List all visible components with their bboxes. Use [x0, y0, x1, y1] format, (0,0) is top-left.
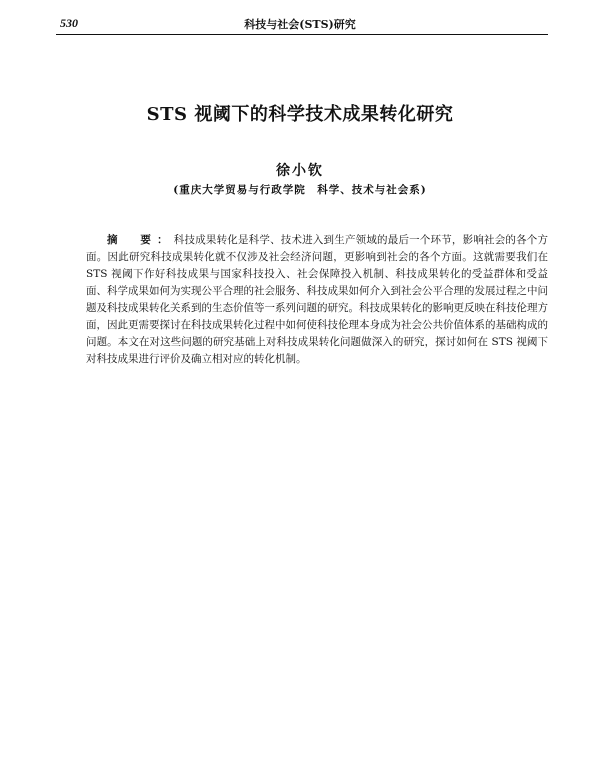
header-rule — [56, 34, 548, 35]
abstract-text: 科技成果转化是科学、技术进入到生产领域的最后一个环节，影响社会的各个方面。因此研究科技成果转化就不仅涉及社会经济问题，更影响到社会的各个方面。这就需要我们在 STS 视阈下作好科技成果与国家科技投入、社会保障投入机制、科技成果转化的受益群体和受益面、科学成果如何为实现公平合理的社会服务、科技成果如何介入到社会公平合理的发展过程之中问题及科技成果转化关系到的生态价值等一系列问题的研究。科技成果转化的影响更反映在科技伦理方面，因此更需要探讨在科技成果转化过程中如何使科技伦理本身成为社会公共价值体系的基础构成的问题。本文在对这些问题的研究基础上对科技成果转化问题做深入的研究，探讨如何在 STS 视阈下对科技成果进行评价及确立相对应的转化机制。 — [86, 234, 549, 365]
abstract — [86, 232, 548, 368]
author-name: 徐小钦 — [276, 163, 324, 179]
journal-name: 科技与社会(STS)研究 — [244, 18, 356, 31]
article-title: STS 视阈下的科学技术成果转化研究 — [146, 104, 454, 125]
author-affiliation: (重庆大学贸易与行政学院 科学、技术与社会系) — [173, 184, 427, 196]
abstract-label: 摘 要： — [107, 234, 174, 246]
page-number: 530 — [60, 16, 78, 30]
running-header — [56, 16, 544, 36]
